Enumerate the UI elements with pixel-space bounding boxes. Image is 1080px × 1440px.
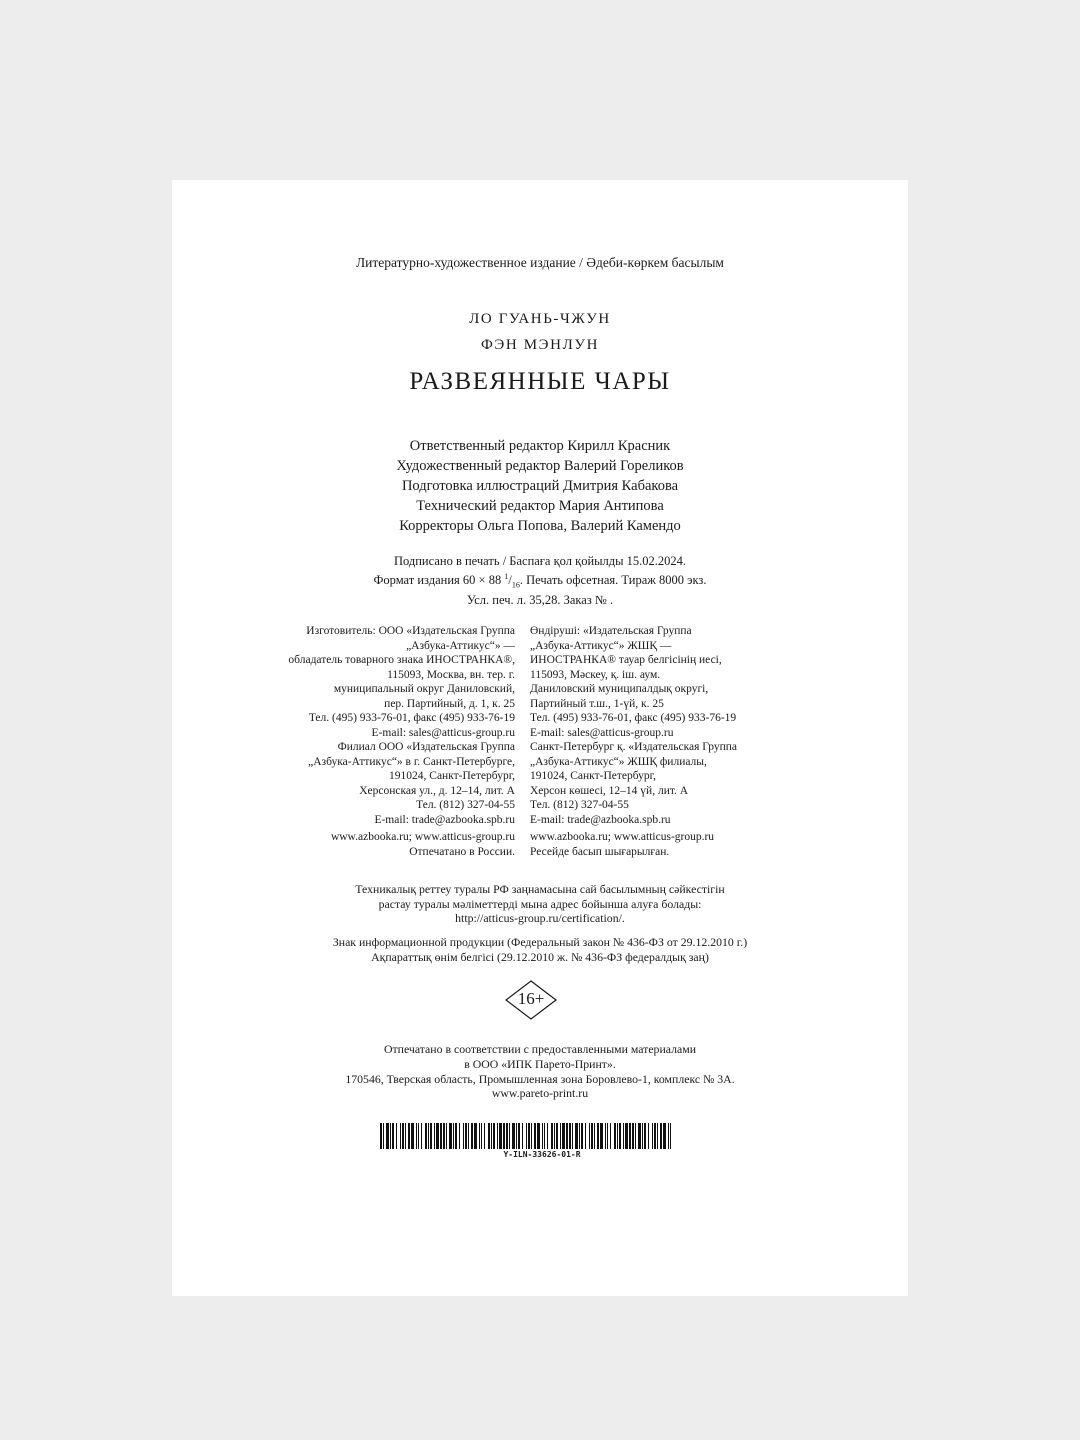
signed-line: Подписано в печать / Баспаға қол қойылды 15.02.2024. <box>393 554 687 568</box>
publisher-line: 115093, Мәскеу, қ. іш. аум. <box>530 668 661 681</box>
certification-line: растау туралы мәліметтерді мына адрес бойынша алуға болады: <box>378 896 702 911</box>
publisher-ru-block-2 <box>308 740 515 827</box>
barcode-bar <box>597 1123 599 1149</box>
barcode-bar <box>619 1123 621 1149</box>
info-sign-note <box>172 935 908 964</box>
barcode-bar <box>446 1123 447 1149</box>
barcode-bar <box>459 1123 460 1149</box>
barcode-bar <box>654 1123 656 1149</box>
barcode-bar <box>400 1123 401 1149</box>
publisher-line: Херсонская ул., д. 12–14, лит. А <box>359 784 515 797</box>
publisher-ru-block-3 <box>331 830 515 859</box>
barcode-bar <box>396 1123 397 1149</box>
credits-list <box>172 436 908 536</box>
colophon-page <box>172 180 908 1296</box>
barcode-bar <box>425 1123 427 1149</box>
barcode-bar <box>518 1123 520 1149</box>
barcode-bar <box>594 1123 595 1149</box>
barcode-bar <box>610 1123 611 1149</box>
publisher-line: пер. Партийный, д. 1, к. 25 <box>384 697 515 710</box>
publisher-line: Тел. (812) 327-04-55 <box>416 799 515 811</box>
publisher-line: E-mail: sales@atticus-group.ru <box>530 726 674 739</box>
barcode-bar <box>660 1123 662 1149</box>
publisher-kz-block-2 <box>530 740 737 827</box>
barcode-bar <box>522 1123 523 1149</box>
book-title: РАЗВЕЯННЫЕ ЧАРЫ <box>409 368 671 395</box>
credit-line: Корректоры Ольга Попова, Валерий Камендо <box>399 518 681 534</box>
publisher-line: Өндіруші: «Издательская Группа <box>530 625 692 637</box>
genre-line: Литературно-художественное издание / Әдеби-көркем басылым <box>356 255 724 270</box>
barcode-bar <box>509 1123 510 1149</box>
barcode-bar <box>380 1123 382 1149</box>
barcode-icon <box>380 1123 672 1149</box>
publisher-line: Изготовитель: ООО «Издательская Группа <box>306 625 515 637</box>
publisher-line: 191024, Санкт-Петербург, <box>389 770 515 782</box>
barcode-bar <box>575 1123 578 1149</box>
publisher-line: Филиал ООО «Издательская Группа <box>337 741 515 753</box>
printer-line: в ООО «ИПК Парето-Принт». <box>464 1056 616 1071</box>
publisher-line: Херсон көшесі, 12–14 үй, лит. А <box>530 784 689 797</box>
barcode-bar <box>670 1123 671 1149</box>
imprint-block <box>172 554 908 608</box>
publisher-line: www.azbooka.ru; www.atticus-group.ru <box>530 831 715 843</box>
barcode-bar <box>544 1123 545 1149</box>
publisher-line: www.azbooka.ru; www.atticus-group.ru <box>330 831 515 843</box>
barcode-bar <box>657 1123 658 1149</box>
publisher-line: Тел. (495) 933-76-01, факс (495) 933-76-19 <box>308 712 515 724</box>
barcode-bar <box>390 1123 391 1149</box>
publisher-line: Ресейде басып шығарылған. <box>530 845 670 858</box>
printer-note <box>172 1042 908 1101</box>
barcode-bar <box>516 1123 517 1149</box>
barcode-bar <box>591 1123 593 1149</box>
publisher-ru-block-1 <box>288 624 515 740</box>
barcode-bar <box>434 1123 435 1149</box>
barcode-bar <box>468 1123 469 1149</box>
barcode-bar <box>579 1123 580 1149</box>
printer-line: www.pareto-print.ru <box>491 1086 589 1101</box>
publisher-line: 191024, Санкт-Петербург, <box>530 770 656 782</box>
credit-line: Художественный редактор Валерий Гореликов <box>396 458 684 474</box>
barcode-bar <box>566 1123 568 1149</box>
barcode-bar <box>481 1123 482 1149</box>
publisher-line: Тел. (495) 933-76-01, факс (495) 933-76-19 <box>530 712 737 724</box>
publisher-line: муниципальный округ Даниловский, <box>333 683 515 695</box>
barcode-bar <box>617 1123 618 1149</box>
barcode-bar <box>581 1123 583 1149</box>
barcode-bar <box>569 1123 571 1149</box>
info-sign-line: Знак информационной продукции (Федеральный закон № 436-ФЗ от 29.12.2010 г.) <box>332 935 748 949</box>
barcode-bar <box>560 1123 561 1149</box>
barcode-bar <box>623 1123 624 1149</box>
barcode-bar <box>383 1123 384 1149</box>
barcode-bar <box>506 1123 508 1149</box>
publisher-line: 115093, Москва, вн. тер. г. <box>387 668 515 681</box>
publisher-line: „Азбука-Аттикус“» в г. Санкт-Петербурге, <box>308 755 515 768</box>
format-fraction-denominator: 16 <box>511 580 520 590</box>
author-name: ЛО ГУАНЬ-ЧЖУН <box>469 311 611 327</box>
barcode-bar <box>572 1123 573 1149</box>
barcode-bar <box>493 1123 495 1149</box>
barcode-bar <box>629 1123 631 1149</box>
publisher-line: E-mail: trade@azbooka.spb.ru <box>374 813 515 826</box>
barcode-bar <box>405 1123 406 1149</box>
author-name: ФЭН МЭНЛУН <box>480 337 600 353</box>
barcode-bar <box>528 1123 530 1149</box>
certification-line: http://atticus-group.ru/certification/. <box>455 911 625 925</box>
credit-line: Технический редактор Мария Антипова <box>416 498 664 514</box>
barcode-bar <box>421 1123 422 1149</box>
barcode-bar <box>491 1123 492 1149</box>
barcode-bar <box>474 1123 477 1149</box>
barcode-bar <box>408 1123 410 1149</box>
barcode-bar <box>499 1123 502 1149</box>
barcode-bar <box>436 1123 439 1149</box>
barcode-bar <box>440 1123 442 1149</box>
barcode-bar <box>652 1123 653 1149</box>
barcode-bar <box>411 1123 414 1149</box>
barcode-bar <box>418 1123 419 1149</box>
publisher-line: обладатель товарного знака ИНОСТРАНКА®, <box>288 654 515 666</box>
barcode-bar <box>526 1123 527 1149</box>
barcode-bar <box>488 1123 490 1149</box>
printer-line: Отпечатано в соответствии с предоставленными материалами <box>383 1042 697 1056</box>
format-line: Формат издания 60 × 88 $^1/_{16}$. Печать офсетная. Тираж 8000 экз. <box>373 572 707 590</box>
barcode-bar <box>386 1123 389 1149</box>
barcode-bar <box>562 1123 565 1149</box>
publisher-line: „Азбука-Аттикус“» ЖШҚ филиалы, <box>530 755 707 768</box>
publisher-line: Даниловский муниципалдық округі, <box>530 683 709 695</box>
barcode-bar <box>443 1123 445 1149</box>
printer-line: 170546, Тверская область, Промышленная зона Боровлево-1, комплекс № 3А. <box>345 1071 735 1086</box>
barcode-bar <box>585 1123 586 1149</box>
barcode-bar <box>625 1123 628 1149</box>
barcode-label: Y-ILN-33626-01-R <box>503 1150 581 1159</box>
barcode-bar <box>589 1123 590 1149</box>
certification-line: Техникалық реттеу туралы РФ заңнамасына сай басылымның сәйкестігін <box>355 882 725 896</box>
barcode-bar <box>663 1123 666 1149</box>
barcode-bar <box>547 1123 548 1149</box>
order-line: Усл. печ. л. 35,28. Заказ № . <box>466 592 614 607</box>
barcode-bar <box>632 1123 634 1149</box>
barcode-bar <box>635 1123 636 1149</box>
publisher-line: E-mail: trade@azbooka.spb.ru <box>530 813 671 826</box>
format-prefix: Формат издания 60 × 88 <box>373 573 505 588</box>
barcode-bar <box>402 1123 404 1149</box>
barcode-bar <box>392 1123 394 1149</box>
publisher-line: E-mail: sales@atticus-group.ru <box>371 726 515 739</box>
barcode-bar <box>455 1123 457 1149</box>
barcode-bar <box>534 1123 536 1149</box>
barcode-bar <box>600 1123 603 1149</box>
barcode-bar <box>463 1123 464 1149</box>
barcode-bar <box>497 1123 498 1149</box>
barcode-bar <box>428 1123 429 1149</box>
publisher-line: „Азбука-Аттикус“» — <box>406 639 515 652</box>
barcode-bar <box>638 1123 641 1149</box>
publisher-line: ИНОСТРАНКА® тауар белгісінің иесі, <box>530 654 722 666</box>
barcode-bar <box>471 1123 473 1149</box>
barcode-bar <box>614 1123 616 1149</box>
barcode-bar <box>537 1123 540 1149</box>
publisher-line: Санкт-Петербург қ. «Издательская Группа <box>530 741 737 753</box>
barcode-bar <box>642 1123 643 1149</box>
format-fraction-numerator: 1 <box>504 572 509 581</box>
barcode-bar <box>416 1123 417 1149</box>
barcode-bar <box>607 1123 608 1149</box>
barcode-bar <box>479 1123 480 1149</box>
age-rating-badge <box>505 980 557 1020</box>
certification-note <box>172 882 908 926</box>
barcode-bar <box>668 1123 669 1149</box>
barcode-bar <box>430 1123 432 1149</box>
publisher-line: Партийный т.ш., 1-үй, к. 25 <box>530 697 664 710</box>
barcode-bar <box>512 1123 515 1149</box>
barcode-bar <box>453 1123 454 1149</box>
barcode-bar <box>531 1123 532 1149</box>
format-suffix: . Печать офсетная. Тираж 8000 экз. <box>519 573 707 588</box>
barcode-bar <box>542 1123 543 1149</box>
barcode-bar <box>484 1123 485 1149</box>
barcode-bar <box>554 1123 555 1149</box>
publisher-line: Отпечатано в России. <box>409 845 515 858</box>
barcode-bar <box>551 1123 553 1149</box>
barcode-bar <box>648 1123 649 1149</box>
barcode-bar <box>644 1123 646 1149</box>
credit-line: Подготовка иллюстраций Дмитрия Кабакова <box>401 478 679 494</box>
barcode-bar <box>556 1123 558 1149</box>
publisher-kz-block-3 <box>530 830 714 859</box>
age-rating-label: 16+ <box>517 989 545 1008</box>
publisher-line: Тел. (812) 327-04-55 <box>530 799 629 811</box>
barcode-bar <box>605 1123 606 1149</box>
barcode-bar <box>503 1123 505 1149</box>
barcode-bar <box>465 1123 467 1149</box>
publisher-kz-block-1 <box>530 624 736 740</box>
publisher-line: „Азбука-Аттикус“» ЖШҚ — <box>530 639 672 652</box>
credit-line: Ответственный редактор Кирилл Красник <box>409 438 671 454</box>
info-sign-line: Ақпараттық өнім белгісі (29.12.2010 ж. № 436-ФЗ федералдық заң) <box>371 949 709 964</box>
barcode-bar <box>449 1123 452 1149</box>
